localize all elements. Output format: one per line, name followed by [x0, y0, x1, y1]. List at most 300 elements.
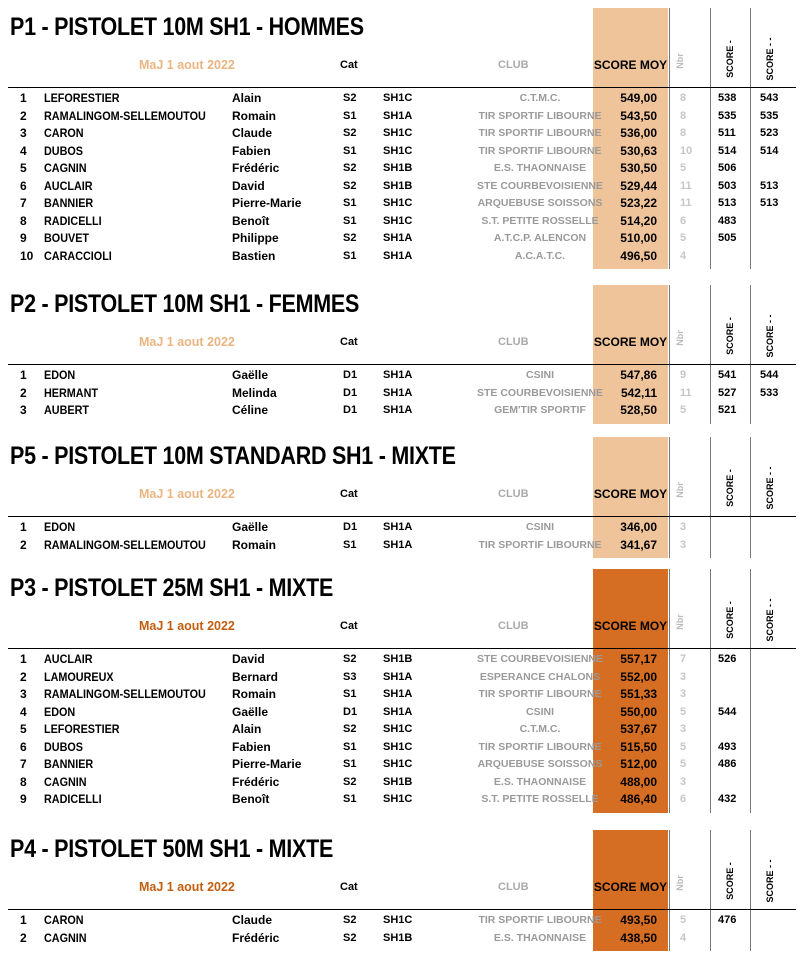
- count-cell: 8: [680, 127, 687, 139]
- first-name-cell: Claude: [232, 913, 273, 927]
- table-row: [0, 651, 800, 669]
- club-cell: CSINI: [525, 705, 554, 718]
- class-cell: SH1A: [383, 386, 413, 399]
- first-name-cell: Alain: [232, 91, 262, 105]
- category-cell: S1: [343, 144, 357, 157]
- average-score-cell: 543,50: [620, 108, 657, 123]
- rank-cell: 2: [20, 669, 27, 684]
- category-cell: S1: [343, 109, 357, 122]
- score-2-cell: 523: [760, 127, 779, 139]
- last-name-cell: EDON: [44, 368, 76, 382]
- club-cell: A.T.C.P. ALENCON: [493, 232, 587, 244]
- class-cell: SH1A: [383, 404, 413, 416]
- club-cell: TIR SPORTIF LIBOURNE: [478, 144, 602, 157]
- category-cell: S2: [343, 775, 357, 788]
- club-cell: TIR SPORTIF LIBOURNE: [478, 538, 602, 551]
- score-1-cell: 503: [718, 179, 737, 192]
- category-cell: S2: [343, 232, 357, 244]
- last-name-cell: AUCLAIR: [44, 652, 93, 666]
- class-cell: SH1C: [383, 914, 413, 926]
- class-cell: SH1B: [383, 653, 413, 665]
- average-score-cell: 528,50: [620, 403, 657, 417]
- header-underline: [8, 87, 796, 88]
- column-header-score-2: SCORE - -: [765, 859, 775, 903]
- class-cell: SH1C: [383, 197, 413, 209]
- class-cell: SH1A: [383, 705, 413, 718]
- last-name-cell: RAMALINGOM-SELLEMOUTOU: [44, 537, 206, 552]
- average-score-cell: 341,67: [620, 537, 657, 552]
- rank-cell: 1: [20, 520, 27, 534]
- count-cell: 5: [680, 914, 687, 926]
- club-cell: ARQUEBUSE SOISSONS: [477, 758, 603, 770]
- table-row: [0, 195, 800, 213]
- class-cell: SH1B: [383, 931, 413, 944]
- average-score-cell: 496,50: [620, 248, 657, 263]
- last-name-cell: DUBOS: [44, 143, 84, 158]
- last-name-cell: AUBERT: [44, 403, 89, 417]
- update-date: MaJ 1 aout 2022: [139, 880, 235, 894]
- last-name-cell: EDON: [44, 704, 76, 719]
- score-1-cell: 544: [718, 705, 737, 718]
- average-score-cell: 510,00: [620, 231, 657, 245]
- first-name-cell: Frédéric: [232, 774, 280, 789]
- column-header-score: SCORE MOY: [593, 487, 668, 501]
- club-cell: TIR SPORTIF LIBOURNE: [478, 688, 602, 700]
- count-cell: 6: [680, 214, 687, 227]
- category-cell: D1: [343, 705, 358, 718]
- last-name-cell: DUBOS: [44, 739, 84, 754]
- last-name-cell: HERMANT: [44, 385, 98, 400]
- category-cell: S2: [343, 931, 357, 944]
- last-name-cell: CAGNIN: [44, 774, 87, 789]
- class-cell: SH1C: [383, 127, 413, 139]
- last-name-cell: LAMOUREUX: [44, 669, 114, 684]
- count-cell: 5: [680, 162, 687, 174]
- table-row: [0, 178, 800, 196]
- category-cell: D1: [343, 386, 358, 399]
- class-cell: SH1A: [383, 538, 413, 551]
- score-2-cell: 535: [760, 109, 779, 122]
- count-cell: 6: [680, 793, 687, 805]
- first-name-cell: Pierre-Marie: [232, 196, 302, 210]
- ranking-section: [0, 285, 800, 424]
- first-name-cell: David: [232, 178, 265, 193]
- rank-cell: 7: [20, 757, 27, 771]
- last-name-cell: RADICELLI: [44, 213, 102, 228]
- score-2-cell: 513: [760, 179, 779, 192]
- score-1-cell: 526: [718, 653, 737, 665]
- count-cell: 5: [680, 232, 687, 244]
- section-title: P4 - PISTOLET 50M SH1 - MIXTE: [10, 835, 334, 863]
- rank-cell: 1: [20, 913, 27, 927]
- column-header-nbr: Nbr: [675, 875, 685, 891]
- class-cell: SH1B: [383, 179, 413, 192]
- class-cell: SH1A: [383, 369, 413, 381]
- class-cell: SH1C: [383, 214, 413, 227]
- average-score-cell: 493,50: [620, 913, 657, 927]
- header-underline: [8, 516, 796, 517]
- column-header-cat: Cat: [340, 488, 358, 500]
- update-date: MaJ 1 aout 2022: [139, 58, 235, 72]
- column-header-cat: Cat: [340, 881, 358, 893]
- score-1-cell: 535: [718, 109, 737, 122]
- first-name-cell: Gaëlle: [232, 704, 269, 719]
- score-2-cell: 513: [760, 197, 779, 209]
- average-score-cell: 549,00: [620, 91, 657, 105]
- category-cell: S2: [343, 127, 357, 139]
- column-header-score: SCORE MOY: [593, 880, 668, 894]
- rank-cell: 1: [20, 652, 27, 666]
- club-cell: TIR SPORTIF LIBOURNE: [478, 109, 602, 122]
- column-header-score-2: SCORE - -: [765, 466, 775, 510]
- update-date: MaJ 1 aout 2022: [139, 335, 235, 349]
- count-cell: 5: [680, 740, 687, 753]
- count-cell: 11: [680, 197, 692, 209]
- first-name-cell: Céline: [232, 403, 269, 417]
- category-cell: S1: [343, 249, 357, 262]
- first-name-cell: Philippe: [232, 231, 279, 245]
- table-row: [0, 248, 800, 266]
- score-1-cell: 486: [718, 758, 737, 770]
- average-score-cell: 346,00: [620, 520, 657, 534]
- update-date: MaJ 1 aout 2022: [139, 619, 235, 633]
- column-header-score: SCORE MOY: [593, 619, 668, 633]
- average-score-cell: 547,86: [620, 368, 657, 382]
- club-cell: E.S. THAONNAISE: [493, 775, 587, 788]
- class-cell: SH1A: [383, 109, 413, 122]
- average-score-cell: 537,67: [620, 722, 657, 736]
- score-1-cell: 513: [718, 197, 737, 209]
- ranking-section: [0, 8, 800, 269]
- last-name-cell: BOUVET: [44, 231, 90, 245]
- count-cell: 3: [680, 723, 687, 735]
- first-name-cell: David: [232, 652, 265, 666]
- last-name-cell: AUCLAIR: [44, 178, 93, 193]
- first-name-cell: Gaëlle: [232, 368, 269, 382]
- club-cell: S.T. PETITE ROSSELLE: [481, 214, 599, 227]
- average-score-cell: 551,33: [620, 687, 657, 701]
- club-cell: GEM'TIR SPORTIF: [494, 404, 586, 416]
- table-row: [0, 90, 800, 108]
- column-header-score-1: SCORE -: [725, 862, 735, 900]
- club-cell: STE COURBEVOISIENNE: [476, 653, 604, 665]
- count-cell: 8: [680, 92, 687, 104]
- average-score-cell: 488,00: [620, 774, 657, 789]
- first-name-cell: Fabien: [232, 739, 271, 754]
- first-name-cell: Pierre-Marie: [232, 757, 302, 771]
- last-name-cell: RADICELLI: [44, 792, 102, 806]
- last-name-cell: RAMALINGOM-SELLEMOUTOU: [44, 687, 206, 701]
- table-row: [0, 669, 800, 687]
- first-name-cell: Benoît: [232, 213, 270, 228]
- average-score-cell: 523,22: [620, 196, 657, 210]
- table-row: [0, 704, 800, 722]
- last-name-cell: LEFORESTIER: [44, 91, 120, 105]
- column-header-cat: Cat: [340, 336, 358, 348]
- column-header-score: SCORE MOY: [593, 335, 668, 349]
- class-cell: SH1C: [383, 92, 413, 104]
- column-header-nbr: Nbr: [675, 482, 685, 498]
- table-row: [0, 143, 800, 161]
- category-cell: D1: [343, 521, 358, 533]
- table-row: [0, 125, 800, 143]
- last-name-cell: CARACCIOLI: [44, 248, 112, 263]
- column-header-score-2: SCORE - -: [765, 314, 775, 358]
- first-name-cell: Romain: [232, 687, 277, 701]
- table-row: [0, 213, 800, 231]
- table-row: [0, 367, 800, 385]
- category-cell: S1: [343, 740, 357, 753]
- first-name-cell: Frédéric: [232, 161, 280, 175]
- score-1-cell: 505: [718, 232, 737, 244]
- class-cell: SH1C: [383, 723, 413, 735]
- first-name-cell: Bernard: [232, 669, 279, 684]
- club-cell: C.T.M.C.: [519, 723, 561, 735]
- rank-cell: 1: [20, 91, 27, 105]
- category-cell: S1: [343, 793, 357, 805]
- score-1-cell: 493: [718, 740, 737, 753]
- rank-cell: 2: [20, 930, 27, 945]
- column-header-nbr: Nbr: [675, 53, 685, 69]
- column-header-cat: Cat: [340, 59, 358, 71]
- table-row: [0, 791, 800, 809]
- category-cell: S1: [343, 214, 357, 227]
- rank-cell: 8: [20, 213, 27, 228]
- last-name-cell: EDON: [44, 520, 76, 534]
- average-score-cell: 542,11: [620, 385, 657, 400]
- rank-cell: 3: [20, 403, 27, 417]
- rank-cell: 2: [20, 108, 27, 123]
- first-name-cell: Bastien: [232, 248, 276, 263]
- score-1-cell: 432: [718, 793, 737, 805]
- category-cell: D1: [343, 369, 358, 381]
- rank-cell: 7: [20, 196, 27, 210]
- column-header-score-1: SCORE -: [725, 601, 735, 639]
- average-score-cell: 512,00: [620, 757, 657, 771]
- count-cell: 3: [680, 521, 687, 533]
- count-cell: 9: [680, 369, 687, 381]
- column-header-score-2: SCORE - -: [765, 598, 775, 642]
- column-header-score-1: SCORE -: [725, 317, 735, 355]
- ranking-section: [0, 830, 800, 951]
- club-cell: TIR SPORTIF LIBOURNE: [478, 127, 602, 139]
- first-name-cell: Claude: [232, 126, 273, 140]
- header-underline: [8, 648, 796, 649]
- ranking-section: [0, 437, 800, 558]
- class-cell: SH1A: [383, 688, 413, 700]
- club-cell: TIR SPORTIF LIBOURNE: [478, 914, 602, 926]
- count-cell: 11: [680, 179, 692, 192]
- club-cell: E.S. THAONNAISE: [493, 162, 587, 174]
- count-cell: 5: [680, 705, 687, 718]
- rank-cell: 3: [20, 126, 27, 140]
- count-cell: 3: [680, 775, 687, 788]
- table-row: [0, 385, 800, 403]
- club-cell: CSINI: [525, 521, 554, 533]
- first-name-cell: Romain: [232, 537, 277, 552]
- average-score-cell: 552,00: [620, 669, 657, 684]
- category-cell: S1: [343, 758, 357, 770]
- class-cell: SH1A: [383, 521, 413, 533]
- club-cell: STE COURBEVOISIENNE: [476, 179, 604, 192]
- column-header-score: SCORE MOY: [593, 58, 668, 72]
- count-cell: 4: [680, 249, 687, 262]
- column-header-nbr: Nbr: [675, 330, 685, 346]
- class-cell: SH1A: [383, 670, 413, 683]
- section-title: P5 - PISTOLET 10M STANDARD SH1 - MIXTE: [10, 442, 456, 470]
- last-name-cell: CAGNIN: [44, 930, 87, 945]
- club-cell: E.S. THAONNAISE: [493, 931, 587, 944]
- average-score-cell: 530,50: [620, 161, 657, 175]
- class-cell: SH1C: [383, 793, 413, 805]
- score-1-cell: 527: [718, 386, 737, 399]
- average-score-cell: 529,44: [620, 178, 657, 193]
- column-header-cat: Cat: [340, 620, 358, 632]
- club-cell: S.T. PETITE ROSSELLE: [481, 793, 599, 805]
- first-name-cell: Benoît: [232, 792, 270, 806]
- rank-cell: 4: [20, 704, 27, 719]
- last-name-cell: CARON: [44, 913, 84, 927]
- table-row: [0, 721, 800, 739]
- average-score-cell: 515,50: [620, 739, 657, 754]
- rank-cell: 5: [20, 161, 27, 175]
- first-name-cell: Alain: [232, 722, 262, 736]
- average-score-cell: 550,00: [620, 704, 657, 719]
- score-1-cell: 541: [718, 369, 737, 381]
- section-title: P1 - PISTOLET 10M SH1 - HOMMES: [10, 13, 364, 41]
- header-underline: [8, 909, 796, 910]
- class-cell: SH1C: [383, 144, 413, 157]
- column-header-score-1: SCORE -: [725, 40, 735, 78]
- last-name-cell: RAMALINGOM-SELLEMOUTOU: [44, 108, 206, 123]
- average-score-cell: 530,63: [620, 143, 657, 158]
- score-2-cell: 533: [760, 386, 779, 399]
- section-title: P2 - PISTOLET 10M SH1 - FEMMES: [10, 290, 360, 318]
- club-cell: ARQUEBUSE SOISSONS: [477, 197, 603, 209]
- score-2-cell: 544: [760, 369, 779, 381]
- table-row: [0, 537, 800, 555]
- category-cell: S2: [343, 162, 357, 174]
- last-name-cell: LEFORESTIER: [44, 722, 120, 736]
- category-cell: D1: [343, 404, 358, 416]
- club-cell: STE COURBEVOISIENNE: [476, 386, 604, 399]
- club-cell: CSINI: [525, 369, 554, 381]
- score-1-cell: 483: [718, 214, 737, 227]
- club-cell: A.C.A.T.C.: [514, 249, 566, 262]
- class-cell: SH1A: [383, 249, 413, 262]
- category-cell: S1: [343, 688, 357, 700]
- rank-cell: 9: [20, 792, 27, 806]
- count-cell: 8: [680, 109, 687, 122]
- class-cell: SH1A: [383, 232, 413, 244]
- rank-cell: 6: [20, 178, 27, 193]
- score-1-cell: 514: [718, 144, 737, 157]
- rank-cell: 1: [20, 368, 27, 382]
- table-row: [0, 402, 800, 420]
- table-row: [0, 912, 800, 930]
- rank-cell: 10: [20, 248, 34, 263]
- class-cell: SH1B: [383, 162, 413, 174]
- class-cell: SH1C: [383, 758, 413, 770]
- average-score-cell: 557,17: [620, 652, 657, 666]
- score-1-cell: 511: [718, 127, 736, 139]
- table-row: [0, 230, 800, 248]
- rank-cell: 5: [20, 722, 27, 736]
- section-title: P3 - PISTOLET 25M SH1 - MIXTE: [10, 574, 334, 602]
- header-underline: [8, 364, 796, 365]
- club-cell: TIR SPORTIF LIBOURNE: [478, 740, 602, 753]
- average-score-cell: 438,50: [620, 930, 657, 945]
- score-1-cell: 476: [718, 914, 737, 926]
- last-name-cell: CAGNIN: [44, 161, 87, 175]
- first-name-cell: Frédéric: [232, 930, 280, 945]
- update-date: MaJ 1 aout 2022: [139, 487, 235, 501]
- column-header-club: CLUB: [498, 336, 529, 348]
- class-cell: SH1B: [383, 775, 413, 788]
- table-row: [0, 160, 800, 178]
- class-cell: SH1C: [383, 740, 413, 753]
- count-cell: 10: [680, 144, 693, 157]
- column-header-club: CLUB: [498, 59, 529, 71]
- last-name-cell: BANNIER: [44, 757, 94, 771]
- club-cell: C.T.M.C.: [519, 92, 561, 104]
- table-row: [0, 686, 800, 704]
- rank-cell: 6: [20, 739, 27, 754]
- score-1-cell: 521: [718, 404, 737, 416]
- table-row: [0, 519, 800, 537]
- category-cell: S1: [343, 197, 357, 209]
- column-header-score-2: SCORE - -: [765, 37, 775, 81]
- score-1-cell: 506: [718, 162, 737, 174]
- ranking-section: [0, 569, 800, 813]
- category-cell: S1: [343, 538, 357, 551]
- rank-cell: 9: [20, 231, 27, 245]
- category-cell: S3: [343, 670, 357, 683]
- table-row: [0, 108, 800, 126]
- score-1-cell: 538: [718, 92, 737, 104]
- score-2-cell: 514: [760, 144, 779, 157]
- score-2-cell: 543: [760, 92, 779, 104]
- rank-cell: 8: [20, 774, 27, 789]
- last-name-cell: BANNIER: [44, 196, 94, 210]
- column-header-nbr: Nbr: [675, 614, 685, 630]
- table-row: [0, 774, 800, 792]
- last-name-cell: CARON: [44, 126, 84, 140]
- column-header-club: CLUB: [498, 881, 529, 893]
- category-cell: S2: [343, 179, 357, 192]
- club-cell: ESPERANCE CHALONS: [479, 670, 601, 683]
- table-row: [0, 930, 800, 948]
- count-cell: 4: [680, 931, 687, 944]
- first-name-cell: Fabien: [232, 143, 271, 158]
- count-cell: 7: [680, 653, 687, 665]
- average-score-cell: 514,20: [620, 213, 657, 228]
- count-cell: 3: [680, 688, 687, 700]
- category-cell: S2: [343, 914, 357, 926]
- rank-cell: 4: [20, 143, 27, 158]
- first-name-cell: Melinda: [232, 385, 277, 400]
- category-cell: S2: [343, 653, 357, 665]
- column-header-score-1: SCORE -: [725, 469, 735, 507]
- table-row: [0, 756, 800, 774]
- column-header-club: CLUB: [498, 488, 529, 500]
- first-name-cell: Romain: [232, 108, 277, 123]
- count-cell: 11: [680, 386, 692, 399]
- category-cell: S2: [343, 92, 357, 104]
- count-cell: 5: [680, 404, 687, 416]
- category-cell: S2: [343, 723, 357, 735]
- rank-cell: 3: [20, 687, 27, 701]
